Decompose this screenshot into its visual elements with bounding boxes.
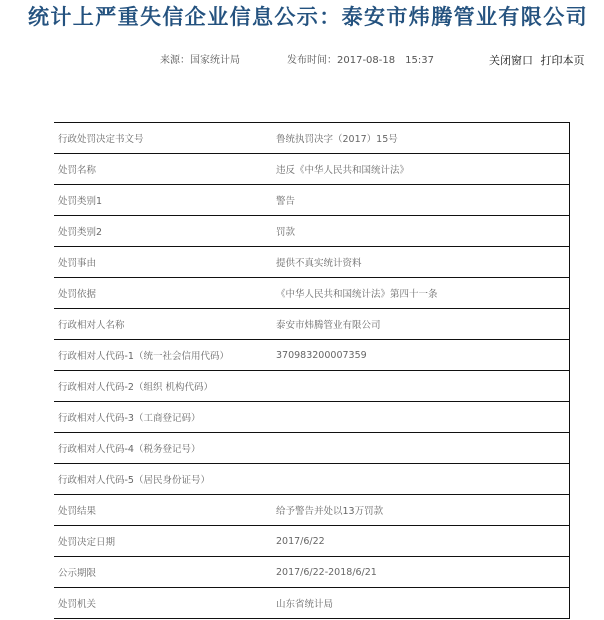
row-label: 行政相对人代码-2（组织 机构代码） <box>54 371 276 402</box>
row-label: 行政相对人代码-3（工商登记码） <box>54 402 276 433</box>
row-label: 行政相对人名称 <box>54 309 276 340</box>
row-label: 处罚依据 <box>54 278 276 309</box>
row-label: 处罚事由 <box>54 247 276 278</box>
print-page-button[interactable]: 打印本页 <box>540 54 585 67</box>
row-label: 处罚机关 <box>54 588 276 619</box>
table-row <box>54 588 570 619</box>
close-window-button[interactable]: 关闭窗口 <box>489 54 533 67</box>
row-label: 处罚决定日期 <box>54 526 276 557</box>
row-label: 处罚名称 <box>54 154 276 185</box>
row-value: 违反《中华人民共和国统计法》 <box>276 154 570 185</box>
row-value: 给予警告并处以13万罚款 <box>276 495 570 526</box>
table-row <box>54 402 570 433</box>
source-label: 来源：国家统计局 <box>160 55 240 66</box>
row-value: 罚款 <box>276 216 570 247</box>
row-label: 行政相对人代码-4（税务登记号） <box>54 433 276 464</box>
row-value: 《中华人民共和国统计法》第四十一条 <box>276 278 570 309</box>
page-title: 统计上严重失信企业信息公示：泰安市炜腾管业有限公司 <box>28 5 588 29</box>
row-label: 处罚结果 <box>54 495 276 526</box>
table-row <box>54 495 570 526</box>
row-label: 行政相对人代码-5（居民身份证号） <box>54 464 276 495</box>
row-value <box>276 402 570 433</box>
row-value: 山东省统计局 <box>276 588 570 619</box>
row-label: 行政处罚决定书文号 <box>54 123 276 154</box>
row-value: 泰安市炜腾管业有限公司 <box>276 309 570 340</box>
row-value: 2017/6/22 <box>276 526 570 557</box>
table-row <box>54 340 570 371</box>
row-value <box>276 433 570 464</box>
table-row <box>54 278 570 309</box>
table-row <box>54 123 570 154</box>
row-value: 警告 <box>276 185 570 216</box>
row-value: 2017/6/22-2018/6/21 <box>276 557 570 588</box>
row-value <box>276 371 570 402</box>
table-row <box>54 433 570 464</box>
row-label: 行政相对人代码-1（统一社会信用代码） <box>54 340 276 371</box>
row-label: 处罚类别1 <box>54 185 276 216</box>
table-row <box>54 216 570 247</box>
table-row <box>54 557 570 588</box>
row-value <box>276 464 570 495</box>
row-value: 370983200007359 <box>276 340 570 371</box>
row-label: 公示期限 <box>54 557 276 588</box>
table-row <box>54 309 570 340</box>
table-row <box>54 247 570 278</box>
table-row <box>54 154 570 185</box>
article-meta <box>0 52 604 70</box>
penalty-info-table <box>54 122 570 619</box>
row-label: 处罚类别2 <box>54 216 276 247</box>
table-row <box>54 464 570 495</box>
row-value: 提供不真实统计资料 <box>276 247 570 278</box>
table-row <box>54 526 570 557</box>
row-value: 鲁统执罚决字（2017）15号 <box>276 123 570 154</box>
table-row <box>54 185 570 216</box>
publish-time: 发布时间：2017-08-18 15:37 <box>287 55 434 66</box>
page-actions <box>489 52 589 70</box>
table-row <box>54 371 570 402</box>
